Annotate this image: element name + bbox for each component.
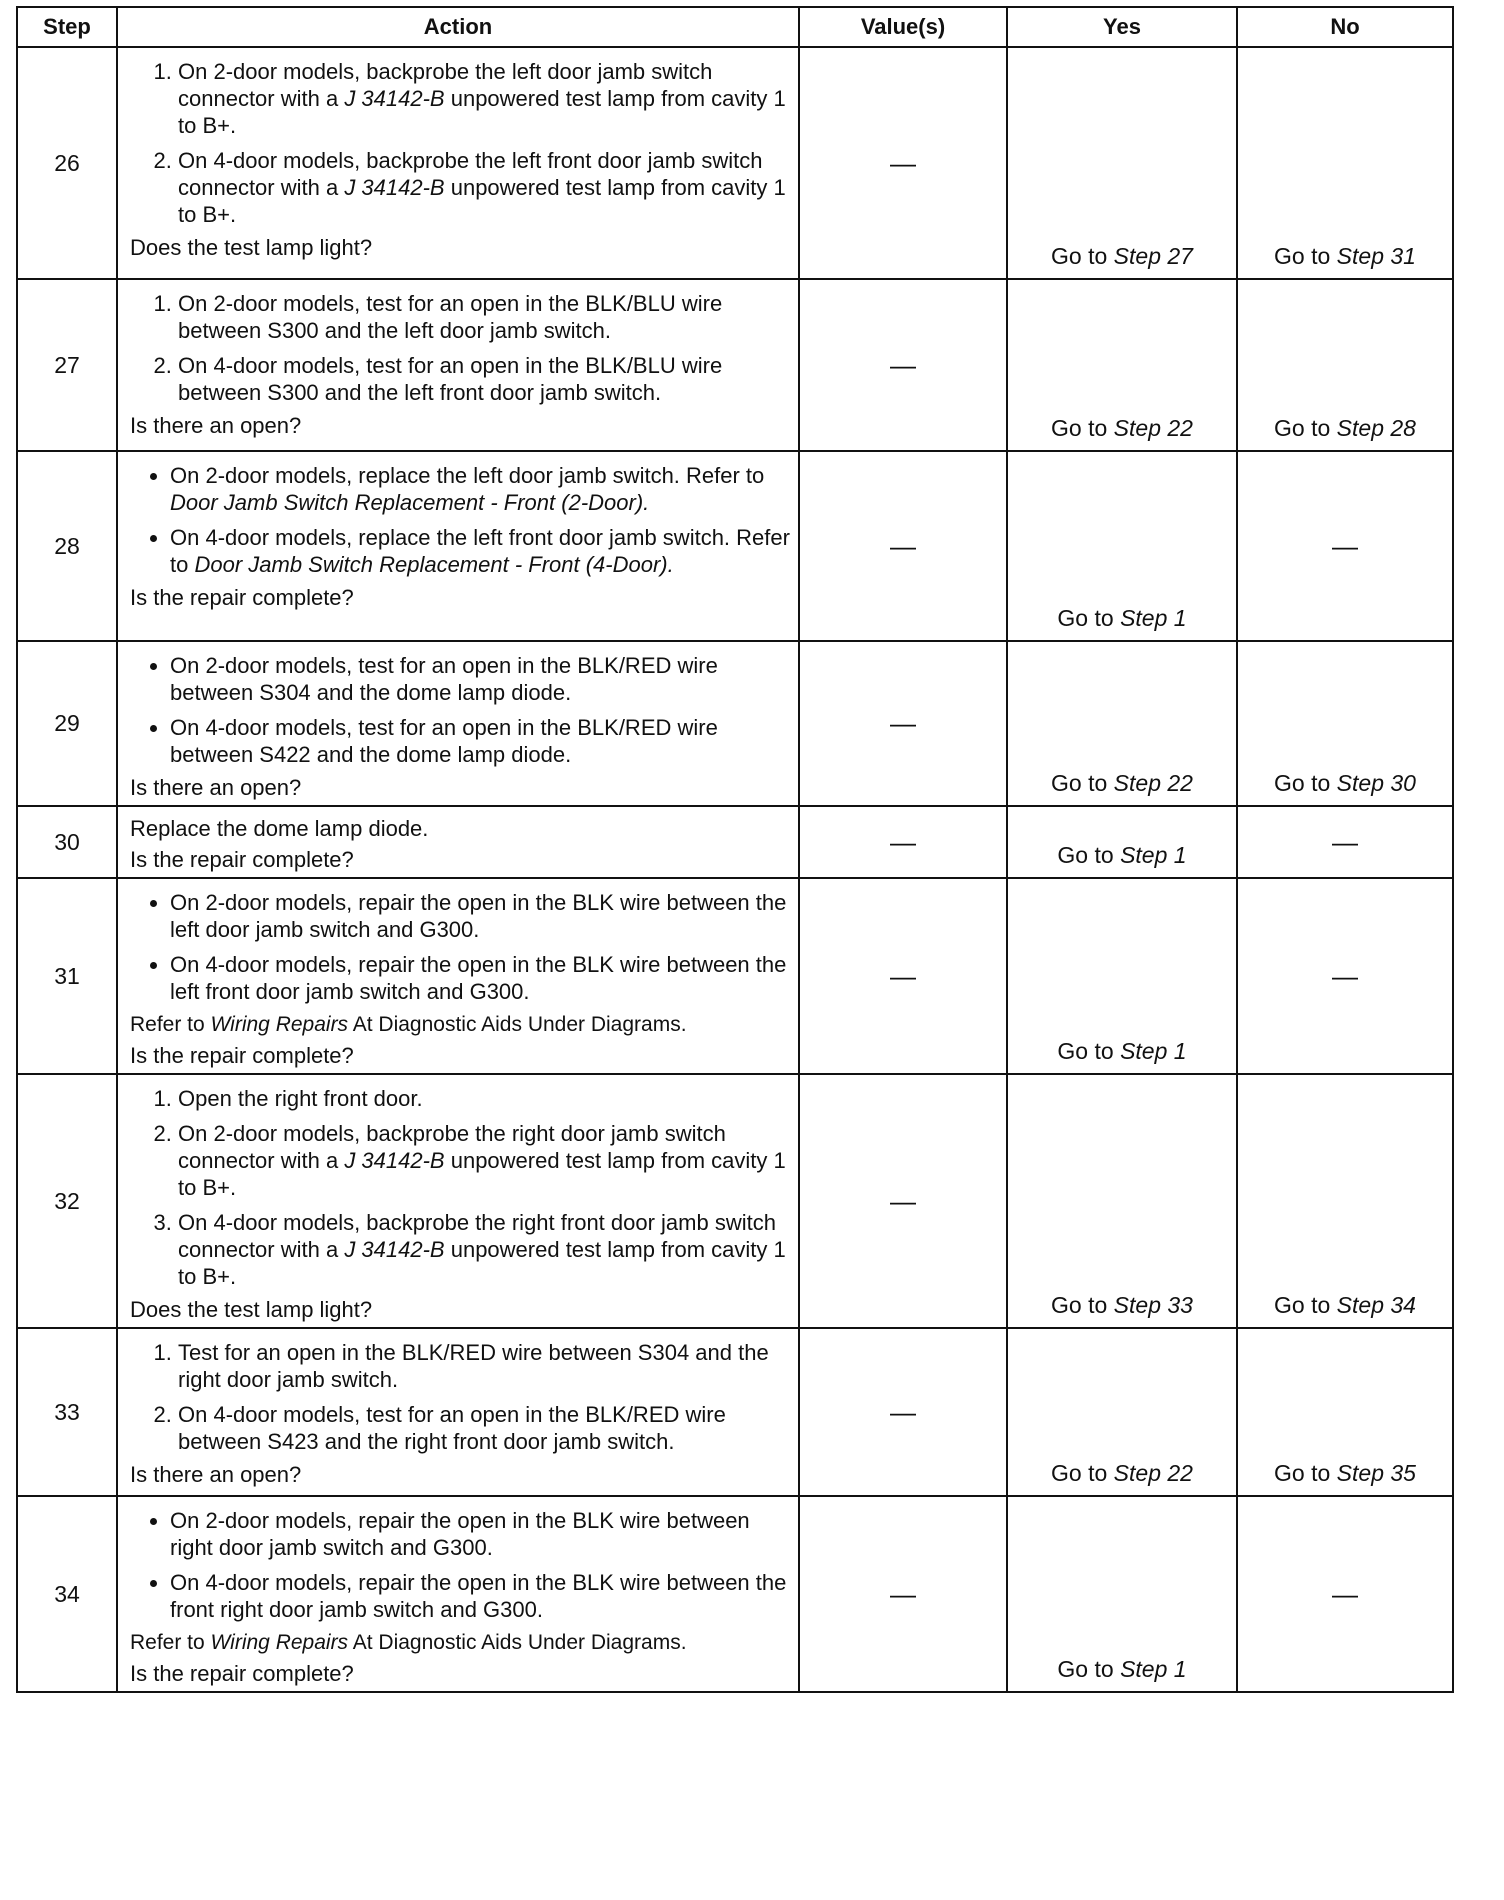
question: Does the test lamp light? <box>130 235 373 260</box>
question: Is the repair complete? <box>130 1043 354 1068</box>
step-number: 28 <box>17 451 117 641</box>
yes-step-link: Step 1 <box>1120 842 1187 868</box>
yes-cell: Go to Step 22 <box>1007 1328 1237 1496</box>
table-row <box>17 279 1453 451</box>
no-cell: — <box>1237 1496 1453 1692</box>
yes-cell: Go to Step 1 <box>1007 806 1237 878</box>
yes-cell: Go to Step 1 <box>1007 878 1237 1074</box>
header-step: Step <box>17 7 117 47</box>
table-row <box>17 451 1453 641</box>
table-row <box>17 806 1453 878</box>
no-step-link: Step 31 <box>1336 243 1416 269</box>
question: Is there an open? <box>130 1462 302 1487</box>
list-item: • On 4-door models, repair the open in the BLK wire between the front right door jamb switch and G300. <box>170 1569 792 1623</box>
value-cell: — <box>799 47 1007 279</box>
table-row <box>17 641 1453 806</box>
table-row <box>17 47 1453 279</box>
list-item: 1. Open the right front door. <box>178 1085 792 1112</box>
action-cell <box>117 1496 799 1692</box>
wiring-repairs-link: Wiring Repairs <box>210 1013 349 1036</box>
question: Is there an open? <box>130 413 302 438</box>
no-cell: — <box>1237 806 1453 878</box>
question: Is there an open? <box>130 775 302 800</box>
yes-cell: Go to Step 22 <box>1007 641 1237 806</box>
yes-step-link: Step 22 <box>1113 1460 1193 1486</box>
value-cell: — <box>799 878 1007 1074</box>
action-bullets <box>130 652 792 768</box>
list-item: 1. On 2-door models, test for an open in the BLK/BLU wire between S300 and the left door jamb switch. <box>178 290 792 344</box>
list-item: 1. Test for an open in the BLK/RED wire between S304 and the right door jamb switch. <box>178 1339 792 1393</box>
action-steps <box>130 1085 792 1290</box>
table-row <box>17 1328 1453 1496</box>
value-cell: — <box>799 279 1007 451</box>
table-row <box>17 1496 1453 1692</box>
list-item: 1. On 2-door models, backprobe the left door jamb switch connector with a J 34142-B unpowered test lamp from cavity 1 to B+. <box>178 58 792 139</box>
step-number: 33 <box>17 1328 117 1496</box>
yes-step-link: Step 22 <box>1113 770 1193 796</box>
question: Does the test lamp light? <box>130 1297 373 1322</box>
list-item: 3. On 4-door models, backprobe the right front door jamb switch connector with a J 34142-B unpowered test lamp from cavity 1 to B+. <box>178 1209 792 1290</box>
action-cell <box>117 47 799 279</box>
yes-cell: Go to Step 33 <box>1007 1074 1237 1328</box>
no-cell: Go to Step 34 <box>1237 1074 1453 1328</box>
action-steps <box>130 58 792 228</box>
no-cell: Go to Step 31 <box>1237 47 1453 279</box>
list-item: 2. On 4-door models, backprobe the left front door jamb switch connector with a J 34142-B unpowered test lamp from cavity 1 to B+. <box>178 147 792 228</box>
question: Is the repair complete? <box>130 585 354 610</box>
list-item: 2. On 4-door models, test for an open in the BLK/RED wire between S423 and the right front door jamb switch. <box>178 1401 792 1455</box>
header-yes: Yes <box>1007 7 1237 47</box>
yes-cell: Go to Step 1 <box>1007 451 1237 641</box>
action-bullets <box>130 1507 792 1623</box>
list-item: • On 2-door models, repair the open in the BLK wire between the left door jamb switch and G300. <box>170 889 792 943</box>
yes-cell: Go to Step 22 <box>1007 279 1237 451</box>
action-cell <box>117 1328 799 1496</box>
no-cell: — <box>1237 878 1453 1074</box>
table-row <box>17 1074 1453 1328</box>
step-number: 27 <box>17 279 117 451</box>
diagnostic-table <box>16 6 1454 1693</box>
action-bullets <box>130 462 792 578</box>
value-cell: — <box>799 641 1007 806</box>
list-item: • On 4-door models, test for an open in the BLK/RED wire between S422 and the dome lamp diode. <box>170 714 792 768</box>
refer-line: Refer to Wiring Repairs At Diagnostic Aids Under Diagrams. <box>130 1013 687 1036</box>
value-cell: — <box>799 1496 1007 1692</box>
action-cell <box>117 1074 799 1328</box>
action-bullets <box>130 889 792 1005</box>
list-item: • On 4-door models, repair the open in the BLK wire between the left front door jamb switch and G300. <box>170 951 792 1005</box>
header-no: No <box>1237 7 1453 47</box>
no-step-link: Step 30 <box>1336 770 1416 796</box>
no-step-link: Step 34 <box>1336 1292 1416 1318</box>
value-cell: — <box>799 1074 1007 1328</box>
list-item: • On 2-door models, repair the open in the BLK wire between right door jamb switch and G300. <box>170 1507 792 1561</box>
no-cell: Go to Step 35 <box>1237 1328 1453 1496</box>
header-row <box>17 7 1453 47</box>
step-number: 32 <box>17 1074 117 1328</box>
action-cell <box>117 641 799 806</box>
list-item: • On 4-door models, replace the left front door jamb switch. Refer to Door Jamb Switch Replacement - Front (4-Door). <box>170 524 792 578</box>
header-values: Value(s) <box>799 7 1007 47</box>
yes-step-link: Step 33 <box>1113 1292 1193 1318</box>
action-cell <box>117 279 799 451</box>
step-number: 30 <box>17 806 117 878</box>
yes-cell: Go to Step 27 <box>1007 47 1237 279</box>
list-item: 2. On 2-door models, backprobe the right door jamb switch connector with a J 34142-B unpowered test lamp from cavity 1 to B+. <box>178 1120 792 1201</box>
action-cell <box>117 878 799 1074</box>
yes-step-link: Step 27 <box>1113 243 1193 269</box>
action-steps <box>130 290 792 406</box>
no-cell: Go to Step 30 <box>1237 641 1453 806</box>
list-item: • On 2-door models, replace the left door jamb switch. Refer to Door Jamb Switch Replacement - Front (2-Door). <box>170 462 792 516</box>
question: Is the repair complete? <box>130 1661 354 1686</box>
yes-step-link: Step 1 <box>1120 605 1187 631</box>
question: Is the repair complete? <box>130 847 354 872</box>
list-item: 2. On 4-door models, test for an open in the BLK/BLU wire between S300 and the left front door jamb switch. <box>178 352 792 406</box>
no-step-link: Step 35 <box>1336 1460 1416 1486</box>
table-row <box>17 878 1453 1074</box>
no-cell: Go to Step 28 <box>1237 279 1453 451</box>
value-cell: — <box>799 806 1007 878</box>
wiring-repairs-link: Wiring Repairs <box>210 1631 349 1654</box>
no-step-link: Step 28 <box>1336 415 1416 441</box>
step-number: 31 <box>17 878 117 1074</box>
header-action: Action <box>117 7 799 47</box>
refer-line: Refer to Wiring Repairs At Diagnostic Aids Under Diagrams. <box>130 1631 687 1654</box>
action-steps <box>130 1339 792 1455</box>
step-number: 29 <box>17 641 117 806</box>
action-line: Replace the dome lamp diode. <box>130 816 429 841</box>
value-cell: — <box>799 1328 1007 1496</box>
step-number: 34 <box>17 1496 117 1692</box>
value-cell: — <box>799 451 1007 641</box>
step-number: 26 <box>17 47 117 279</box>
action-cell <box>117 806 799 878</box>
yes-step-link: Step 1 <box>1120 1656 1187 1682</box>
list-item: • On 2-door models, test for an open in the BLK/RED wire between S304 and the dome lamp diode. <box>170 652 792 706</box>
yes-step-link: Step 1 <box>1120 1038 1187 1064</box>
action-cell <box>117 451 799 641</box>
no-cell: — <box>1237 451 1453 641</box>
yes-step-link: Step 22 <box>1113 415 1193 441</box>
yes-cell: Go to Step 1 <box>1007 1496 1237 1692</box>
